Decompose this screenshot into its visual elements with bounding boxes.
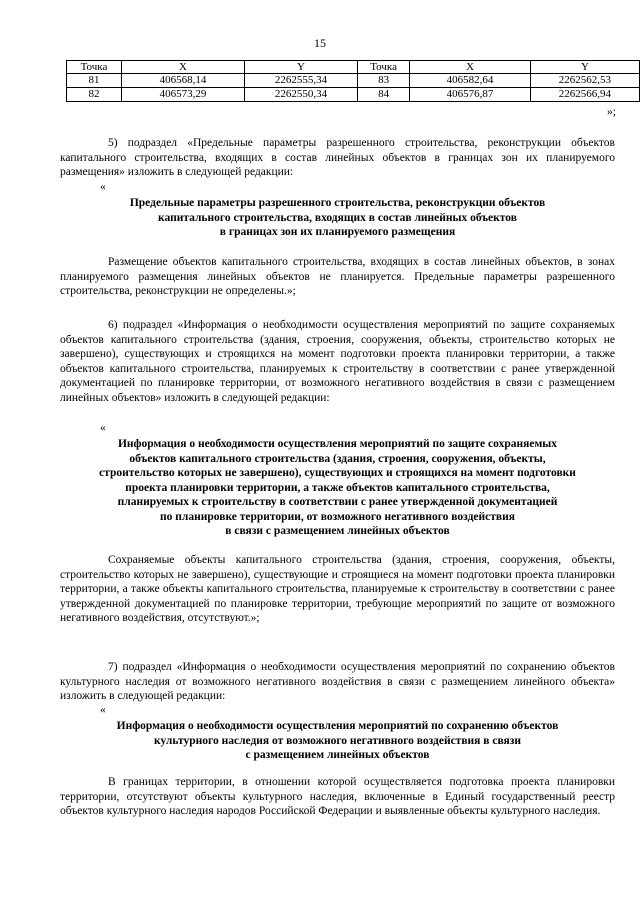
header-cell: Y xyxy=(530,61,639,74)
table-cell: 2262550,34 xyxy=(245,88,358,102)
table-row xyxy=(358,88,640,102)
heading-line: Предельные параметры разрешенного строительства, реконструкции объектов xyxy=(129,197,546,209)
heading-line: планируемых к строительству в соответствии с ранее утвержденной документацией xyxy=(117,496,558,508)
s5-body: Размещение объектов капитального строительства, входящих в состав линейных объектов, в зонах планируемого размещения линейных объектов не планируется. Предельные параметры разрешенного строительства, реконструкции не определены.»; xyxy=(60,256,615,297)
table-header-row xyxy=(358,61,640,74)
table-cell: 406582,64 xyxy=(410,74,531,88)
table-cell: 406573,29 xyxy=(122,88,245,102)
heading-line: строительство которых не завершено), существующих и строящихся на момент подготовки xyxy=(99,467,576,479)
table-row xyxy=(67,88,358,102)
s6-quote-open: « xyxy=(100,422,106,434)
heading-line: Информация о необходимости осуществления мероприятий по сохранению объектов xyxy=(116,720,559,732)
header-cell: Точка xyxy=(67,61,122,74)
s7-heading xyxy=(60,719,615,763)
heading-line: объектов капитального строительства (здания, строения, сооружения, объекты, xyxy=(129,452,546,465)
table-closing-quote: »; xyxy=(607,106,616,118)
table-cell: 82 xyxy=(67,88,122,102)
coordinates-table-right xyxy=(357,60,640,102)
table-cell: 81 xyxy=(67,74,122,88)
s5-heading xyxy=(60,196,615,240)
s6-body: Сохраняемые объекты капитального строительства (здания, строения, сооружения, объекты, строительство которых не завершено), существующие и строящиеся на момент подготовки проекта планировки территории, а также объекты капитального строительства, планируемые к строительству в соответствии с ранее утвержденной документацией по планировке территории, требующие мероприятий по защите от возможного негативного воздействия, отсутствуют.»; xyxy=(60,554,615,624)
heading-line: с размещением линейных объектов xyxy=(245,749,430,761)
heading-line: по планировке территории, от возможного негативного воздействия xyxy=(160,510,515,523)
header-cell: Y xyxy=(245,61,358,74)
heading-line: Информация о необходимости осуществления мероприятий по защите сохраняемых xyxy=(117,438,558,450)
s5-quote-open: « xyxy=(100,181,106,193)
table-cell: 406568,14 xyxy=(122,74,245,88)
s7-body: В границах территории, в отношении которой осуществляется подготовка проекта планировки территории, отсутствуют объекты культурного наследия, включенные в Единый государственный реестр объектов культурного наследия народов Российской Федерации и выявленные объекты культурного наследия. xyxy=(60,776,615,817)
s6-intro: 6) подраздел «Информация о необходимости осуществления мероприятий по защите сохраняемых объектов капитального строительства (здания, строения, сооружения, объекты, строительство которых не завершено), существующих и строящихся на момент подготовки проекта планировки территории, а также объектов капитального строительства, планируемых к строительству в соответствии с ранее утвержденной документацией по планировке территории, от возможного негативного воздействия в связи с размещением линейных объектов» изложить в следующей редакции: xyxy=(60,319,615,404)
heading-line: в границах зон их планируемого размещения xyxy=(219,226,456,238)
table-cell: 2262555,34 xyxy=(245,74,358,88)
header-cell: Точка xyxy=(358,61,410,74)
table-header-row xyxy=(67,61,358,74)
heading-line: капитального строительства, входящих в состав линейных объектов xyxy=(158,211,517,224)
page-number: 15 xyxy=(314,36,326,50)
table-row xyxy=(67,74,358,88)
table-cell: 406576,87 xyxy=(410,88,531,102)
header-cell: X xyxy=(122,61,245,74)
s7-intro: 7) подраздел «Информация о необходимости осуществления мероприятий по сохранению объектов культурного наследия от возможного негативного воздействия в связи с размещением линейного объекта» изложить в следующей редакции: xyxy=(60,661,615,702)
table-cell: 83 xyxy=(358,74,410,88)
s7-quote-open: « xyxy=(100,704,106,716)
header-cell: X xyxy=(410,61,531,74)
coordinates-table-left xyxy=(66,60,358,102)
s5-intro: 5) подраздел «Предельные параметры разрешенного строительства, реконструкции объектов капитального строительства, входящих в состав линейных объектов в границах зон их планируемого размещения» изложить в следующей редакции: xyxy=(60,137,615,178)
s6-heading xyxy=(60,437,615,539)
table-row xyxy=(358,74,640,88)
heading-line: проекта планировки территории, а также объектов капитального строительства, xyxy=(125,481,550,494)
table-cell: 2262566,94 xyxy=(530,88,639,102)
heading-line: культурного наследия от возможного негативного воздействия в связи xyxy=(154,734,521,747)
heading-line: в связи с размещением линейных объектов xyxy=(225,525,450,537)
table-cell: 2262562,53 xyxy=(530,74,639,88)
table-cell: 84 xyxy=(358,88,410,102)
